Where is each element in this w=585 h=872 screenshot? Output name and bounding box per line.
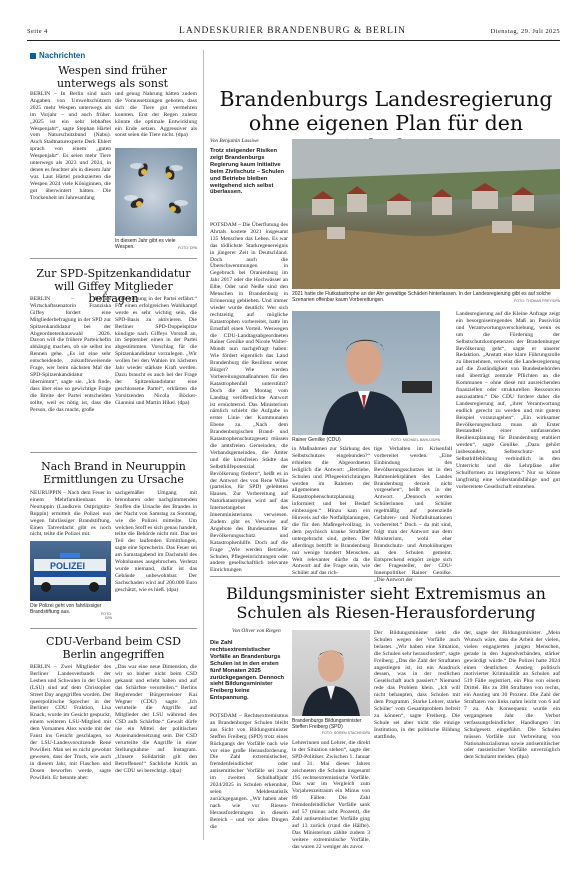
brand-body-col1 xyxy=(30,490,111,540)
main-author: Von Benjamin Lassiwe xyxy=(210,138,259,144)
brand-body-col2 xyxy=(115,490,197,620)
second-body-col2 xyxy=(292,740,370,850)
wespen-body-col2 xyxy=(115,91,197,141)
wespen-paragraph-1: BERLIN – In Berlin sind nach Angaben von Umweltschützern 2025 mehr Wespen unterwegs als im Vorjahr – und auch früher. „2025 ist ein sehr lebhaftes Wespenjahr“, sagte Stephan Härtel vom Naturschutzbund (Nabu). Auch Stadtnaturexperte Derk Ehlert sprach von einem „guten Wespenjahr“. Es seien mehr Tiere unterwegs als 2023 und 2024, in denen es feuchter als in diesem Jahr war. Laut Härtel produzierten die Wespen 2024 viele Königinnen, die gut überwintert hätten. Die Trockenheit im Jahresanfang xyxy=(30,91,111,201)
flood-caption: 2021 hatte die Flutkatastrophe an der Ahr gewaltige Schäden hinterlassen. In der Landesregierung gibt es auf solche Szenarien offenbar kaum Vorbereitungen. xyxy=(292,291,551,303)
cdu-body-col1 xyxy=(30,664,111,834)
column-separator xyxy=(203,50,204,840)
square-icon xyxy=(30,53,36,59)
wespen-caption: In diesem Jahr gibt es viele Wespen. xyxy=(115,238,176,250)
wespen-body-col1 xyxy=(30,91,111,241)
second-paragraph-4: der, sagte der Bildungsminister. „Mein Wunsch wäre, dass die Arbeit der vielen, vielen engagierten jungen Menschen, gerade in den Jugendverbänden, stärker gewürdigt würde.“ Die Polizei hatte 2024 einen deutlichen Anstieg politisch motivierter Kriminalität an Schulen auf 519 Fälle registriert, ein Plus von einem Drittel. Bis zu 398 Straftaten von rechts, ein Anstieg um 30 Prozent. Die Zahl der Straftaten von links nahm leicht von 6 auf 7 zu. Als Konsequenz wurde ein vergangenen Jahr die Verbot verfassungsfeindlicher Handlungen im Schulgesetz eingeführt. Die Schulen müssen Vorfälle zur Verbreitung von Nationalsozialismus sowie antisemitischer oder rassistischer Vorfälle unverzüglich dem Schulamt melden. (dpa) xyxy=(464,630,560,761)
spd-body-col1 xyxy=(30,296,111,444)
wasp-photo xyxy=(115,148,197,236)
police-car-illustration xyxy=(30,541,111,601)
svg-text:POLIZEI: POLIZEI xyxy=(50,561,86,571)
second-body-col3 xyxy=(374,630,460,840)
brand-credit: FOTO: DPA xyxy=(101,612,112,620)
portrait-illustration xyxy=(292,311,440,435)
divider-3 xyxy=(30,628,197,629)
portrait-illustration-2 xyxy=(292,630,370,716)
brand-caption: Die Polizei geht von fahrlässiger Brandstiftung aus. xyxy=(30,603,102,615)
main-body-col1 xyxy=(210,222,288,574)
flood-photo xyxy=(292,139,560,289)
spd-paragraph-1: BERLIN – Berlins Wirtschaftssenatorin Franziska Giffey fordert eine Mitgliederbefragung in der SPD zur Spitzenkandidatur bei der Abgeordnetenhauswahl 2026. Davon will die frühere Parteichefin abhängig machen, ob sie selbst ins Rennen gehe. „Es ist eine sehr entscheidende, zukunftsweisende Frage, wer beim nächsten Mal die SPD-Spitzenkandidatur übernimmt“, sagte sie. „Ich finde, dass über eine so gewichtige Frage die Breite der Partei entscheiden sollte, weil es nötig ist, dass die Person, die das macht, große xyxy=(30,296,111,413)
police-photo xyxy=(30,541,111,601)
second-body-col4 xyxy=(464,630,560,840)
second-author: Von Oliver von Riegen xyxy=(232,628,281,634)
spd-headline: Zur SPD-Spitzenkandidatur will Giffey Mitglieder befragen xyxy=(36,267,191,305)
main-body-col2 xyxy=(292,446,370,577)
cdu-paragraph-2: „Das war eine neue Dimension, die wir so bisher nicht beim CSD gekannt und erlebt haben und auf das Schärfste verurteilen.“ Berlins Regierender Bürgermeister Kai Wegner (CDU) sagte: „Ich verurteile die Angriffe auf Mitglieder der LSU während des CSD aufs Schärfste.“ Gewalt dürfe nie ein Mittel der politischen Auseinandersetzung sein. Der CSD verurteilte die Angriffe in einer Stellungnahme auf Instagram. „Unsere Solidarität gilt den Betroffenen!“ Sachliche Kritik an der CDU sei berechtigt. (dpa) xyxy=(115,664,197,774)
cdu-paragraph-1: BERLIN – Zwei Mitglieder des Berliner Landesverbands der Lesben und Schwulen in der Union (LSU) sind auf dem Christopher Street Day angegriffen worden. Der queerpolitische Sprecher in der Berliner CDU Fraktion, Lisa Knack, wurde im Gesicht gespuckt, einem weiteren LSU-Mitglied mit dem Vornamen Alex wurde mit der Faust ins Gesicht geschlagen, so der LSU-Landesvorsitzende René Powilleit. Man sei es nicht gewohnt gewesen, dass der Truck, wie auch in diesem Jahr, mit Flaschen und Dosen beworfen werde, sagte Powilleit. Er betonte aber: xyxy=(30,664,111,781)
main-body-col3 xyxy=(374,446,452,584)
main-lead: Trotz steigender Risiken zeigt Brandenburgs Regierung kaum Initiative beim Zivilschutz – Schulen und Betriebe bleiben weitgehend sich selbst überlassen. xyxy=(210,148,285,196)
wespen-credit: FOTO: DPA xyxy=(177,246,197,250)
flood-illustration xyxy=(292,139,560,289)
second-paragraph-1: POTSDAM – Rechtsextremismus an Brandenburger Schulen bleibt aus Sicht von Bildungsminister Steffen Freiberg (SPD) trotz eines Rückgangs der Vorfälle nach wie vor eine große Herausforderung. Die Zahl extremistischer, fremdenfeindlicher oder antisemitischer Vorfälle sei zwar im zweiten Schulhalbjahr 2024/2025 in Schulen erkennbar, seien Meldestatistik zurückgegangen. „Wir haben aber nach wie vor Riesen-Herausforderungen in diesem Bereich – und vor allen Dingen die xyxy=(210,713,288,830)
divider-4 xyxy=(210,576,560,577)
newspaper-title: LANDESKURIER BRANDENBURG & BERLIN xyxy=(179,26,406,36)
main-body-col4 xyxy=(456,311,560,570)
wasp-illustration xyxy=(115,148,197,236)
divider-2 xyxy=(30,452,197,453)
second-lead: Die Zahl rechtsextremistischer Vorfälle an Brandenburgs Schulen ist in den ersten fünf Monaten 2025 zurückgegangen. Dennoch sieht Bildungsminister Freiberg keine Entspannung. xyxy=(210,640,285,702)
brand-paragraph-2: sachgemäßer Umgang mit brennbaren oder nachglimmenden Stoffen die Ursache des Brandes in der Nacht von Samstag zu Sonntag, wie die Polizei mitteilte. Um welchen Stoff es sich genau handelt, teilte die Behörde nicht mit. Das sei Teil der laufenden Ermittlungen, sagte eine Sprecherin. Das Feuer sei am Samstagabend im Dachstuhl des Wohnhauses ausgebrochen. Verletzt wurde niemand, dafür ist das Gebäude unbewohnbar. Der Sachschaden wird auf 200.000 Euro geschätzt, wie es hieß. (dpa) xyxy=(115,490,197,593)
wespen-paragraph-2: und genug Nahrung hätten zudem die Voraussetzungen geboten, dass sich die Tiere gut vermehren konnten. Erst der Regen zuletzt könnte die optimale Entwicklung ein Ende setzen. Aggressiver als sonst seien die Tiere nicht. (dpa) xyxy=(115,91,197,139)
wespen-headline: Wespen sind früher unterwegs als sonst xyxy=(56,64,169,90)
cdu-body-col2 xyxy=(115,664,197,834)
freiberg-credit: FOTO: SÖREN STACHE/DPA xyxy=(321,731,370,735)
freiberg-photo xyxy=(292,630,370,716)
genilke-caption: Rainer Genilke (CDU) xyxy=(292,437,341,443)
page-number: Seite 4 xyxy=(27,28,48,35)
masthead-rule xyxy=(27,40,560,41)
genilke-photo xyxy=(292,311,440,435)
brand-paragraph-1: NEURUPPIN – Nach dem Feuer in einem Mehrfamilienhaus in Neuruppin (Landkreis Ostprignitz-Ruppin) ermittelt die Polizei nun wegen fahrlässiger Brandstiftung. Einen Tatverdacht gibt es noch nicht, teilte die Polizei mit. xyxy=(30,490,111,538)
second-headline: Bildungsminister sieht Extremismus an Schulen als Riesen-Herausforderung xyxy=(226,584,546,622)
spd-body-col2 xyxy=(115,296,197,444)
cdu-headline: CDU-Verband beim CSD Berlin angegriffen xyxy=(46,635,181,661)
flood-credit: FOTO: THOMAS FREY/DPA xyxy=(514,299,560,303)
brand-headline: Nach Brand in Neuruppin Ermittlungen zu Ursache xyxy=(41,460,186,486)
second-body-col1 xyxy=(210,713,288,839)
main-paragraph-3: tige Verhalten im Krisenfall vorbereitet werden. „Eine Einbindung des Bevölkerungsschutzes ist in den Rahmenlehrplänen des Landes Brandenburg derzeit nicht vorgesehen“, heißt es in der Antwort. „Dennoch werden Schülerinnen und Schüler regelmäßig auf potenzielle Gefahren- und Notfallsituationen vorbereitet.“ Doch – da mit sind, folgt man der Antwort aus dem Ministerium, wohl eher Brandschutz- und Amokübungen an den Schulen gemeint. Entsprechend empört zeigte sich der Fragesteller, der CDU-Innenpolitiker Rainer Genilke. „Die Antwort der xyxy=(374,446,452,584)
divider-1 xyxy=(30,258,197,259)
freiberg-caption: Brandenburgs Bildungsminister Steffen Freiberg (SPD) xyxy=(292,718,362,730)
issue-date: Dienstag, 29. Juli 2025 xyxy=(490,28,560,35)
main-paragraph-1: POTSDAM – Die Überflutung des Ahrtals kostete 2021 insgesamt 135 Menschen das Leben. Es war das tödlichste Starkregenereignis in jüngerer Zeit in Deutschland. Doch auch die Überschwemmungen in Gegebruch bei Oranienburg im Jahr 2017 oder die Hochwässer an Elbe, Oder und Neiße sind den Menschen in Brandenburg in Erinnerung geblieben. Und immer wieder wurde deutlich: Wer sich rechtzeitig auf mögliche Katastrophen vorbereitet, hatte im Ernstfall einen Vorteil. Weswegen die CDU-Landtagsabgeordneten Rainer Genilke und Nicole Walter-Mundt nun nachgefragt haben: Wie fördert eigentlich das Land Brandenburg die Resilienz seiner Bürger? Wie werden Vorbereitungsmaßnahmen für den Katastrophenfall unterstützt? Doch die am Montag vom Landtag veröffentlichte Antwort ist ernüchternd. Das Ministerium nämlich schiebt die Aufgabe in erster Linie der Kommunalen Ebene zu. „Nach dem Brandenburgischen Brand- und Katastrophenschutzgesetz müssen die amtsfreien Gemeinden, die Verbandsgemeinden, die Ämter und die kreisfreien Städte das Selbsthilfepotenzial der Bevölkerung fördern“, heißt es in der Antwort des von Rene Wilke (parteilos, für SPD) geleiteten Hauses. Zur Vorbereitung auf Naturkatastrophen wird auf das Internetangebot des Innenministeriums verwiesen. Zudem gibt es Verweise auf Angebote des Bundesamtes für Bevölkerungsschutz und Katastrophenhilfe. Doch auf die Frage „Wie werden Betriebe, Schulen, Pflegeeinrichtungen oder andere gesellschaftlich relevante Einrichtungen xyxy=(210,222,288,574)
spd-paragraph-2: Unterstützung in der Partei erfährt.“ Für einen erfolgreichen Wahlkampf werde es sehr wichtig sein, die SPD-Basis zu aktivieren. Die Berliner SPD-Doppelspitze kündigte nach Giffeys Vorstoß an, im September einen in der Partei abgestimmten Vorschlag für die Spitzenkandidatur vorzulegen. „Wir wollen bei den Wahlen im nächsten Jahr wieder stärkste Kraft werden. Dazu braucht es auch bei der Frage der Spitzenkandidatur eine geschlossene Partei“, erklärten die Vorsitzenden Nicola Böcker-Giannini und Martin Hikel. (dpa) xyxy=(115,296,197,406)
section-kicker xyxy=(30,51,85,60)
kicker-label: Nachrichten xyxy=(39,51,86,60)
second-paragraph-2: Lehrerinnen und Lehrer, die direkt in der Situation stehen“, sagte der SPD-Politiker. Zwischen 1. Januar und 31. Mai dieses Jahres zeichneten die Schulen insgesamt 195 rechtsextremistische Vorfälle. Das war im Vergleich zum Vorjahreszeitraum ein Minus von 89 Fällen. Die Zahl fremdenfeindlicher Vorfälle sank auf 57 (minus acht Prozent), die Zahl antisemitischer Vorfälle ging auf 13 zurück (rund die Hälfte). Das Ministerium zählte zudem 3 weitere extremistische Vorfälle, das waren 22 weniger als zuvor. xyxy=(292,740,370,850)
main-headline: Brandenburgs Landesregierung ohne eigenen Plan für den xyxy=(219,87,553,135)
genilke-credit: FOTO: MICHAEL BAHLO/DPA xyxy=(390,438,440,442)
main-paragraph-4: Landesregierung auf die Kleine Anfrage zeigt ein besorgniserregendes Maß an Passivität und Verantwortungsverschiebung, wenn es um die Förderung der Selbstschutzkompetenzen der Brandenburger Bevölkerung geht“, sagte er unserer Redaktion. „Anstatt eine klare Führungsrolle zu übernehmen, verweist die Landesregierung auf die Zuständigkeit von Bundesbehörden und überträgt zentrale Pflichten an die Kommunen – ohne diese mit ausreichenden finanziellen oder strukturellen Ressourcen auszustatten.“ Die CDU fordere daher die Landesregierung auf, „ihrer Verantwortung endlich gerecht zu werden und mit gutem Beispiel voranzugehen“. „Ein wirksamer Bevölkerungsschutz muss ab Erster Bestandteil einer umfassenden Resilienzplanung für Brandenburg etabliert werden“, sagte Genilke. „Dazu gehört insbesondere, Selbstschutz- und Selbsthilfebildung verbindlich in den Unterricht und die Lehrpläne aller Schulformen zu integrieren.“ Nur so könne langfristig eine widerstandsfähige und gut vorbereitete Gesellschaft entstehen. xyxy=(456,311,560,490)
second-paragraph-3: Der Bildungsminister sieht die Schulen wegen der Vorfälle auch belastet. „Wir haben eine Situation, die Schulen sehr herausfordert“, sagte Freiberg. „Das die Zahl der Straftaten angestiegen ist, ist ein Ausdruck dessen, was in der restlichen Gesellschaft auch passiert.“ Niemand rede das Problem klein. „Ich will nicht behaupten, dass Schulen mit dem Programm ‚Starke Lehrer, starke Schüler‘ vom Gesamtproblem befreit zu können“, sagte Freiberg. Die Schule sei aber nicht die einzige Institution, in der politische Bildung stattfinde, xyxy=(374,630,460,740)
main-paragraph-2: in Maßnahmen zur Stärkung des Selbstschutzes eingebunden?“ erhielten die Abgeordneten lediglich die Antwort: „Betriebe, Schulen und Pflegeeinrichtungen werden im Rahmen der allgemeinen Katastrophenschutzplanung informiert und bei Bedarf einbezogen.“ Hinzu kam ein Hinweis auf die Notfallplanungen, die für den Maßregelvollzug, in dem psychisch kranke Straftäter untergebracht sind, gelten. Der allerdings betrifft in Brandenburg nur wenige hundert Menschen. Weit relevanter dürfte da die Antwort auf die Frage sein, wie Schüler auf das rich- xyxy=(292,446,370,577)
